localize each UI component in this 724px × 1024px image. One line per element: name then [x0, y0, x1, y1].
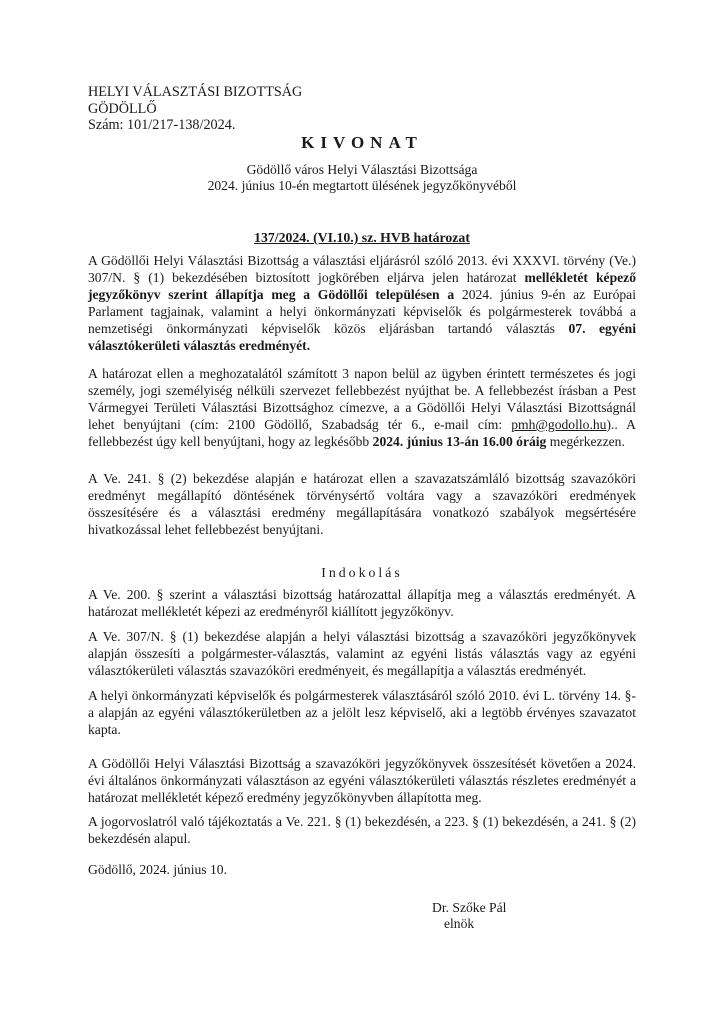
text-segment: ).. A fellebbezést úgy kell benyújtani, hogy az legkésőbb [88, 417, 636, 449]
document-title: KIVONAT [301, 133, 423, 152]
document-header [88, 84, 302, 134]
reference-number: Szám: 101/217-138/2024. [88, 117, 236, 133]
email-link[interactable]: pmh@godollo.hu [511, 417, 607, 432]
signatory-role: elnök [444, 916, 475, 931]
document-subtitle [0, 162, 724, 194]
signatory-name: Dr. Szőke Pál [432, 900, 507, 915]
organization-name: HELYI VÁLASZTÁSI BIZOTTSÁG [88, 84, 303, 100]
appeal-paragraph [88, 365, 636, 450]
reasoning-paragraph-4: A Gödöllői Helyi Választási Bizottság a szavazóköri jegyzőkönyvek összesítését követően a 2024. évi általános önkormányzati választáson az egyéni választókerületi választás részletes eredményét a határozat mellékletét képező eredmény jegyzőkönyvben állapította meg. [88, 756, 636, 805]
reasoning-title: Indokolás [321, 565, 403, 580]
bold-segment: mellékletét képező jegyzőkönyv szerint állapítja meg a Gödöllői településen a [88, 270, 636, 302]
text-segment: A Gödöllői Helyi Választási Bizottság a választási eljárásról szóló 2013. évi XXXVI. törvény (Ve.) 307/N. § (1) bekezdésében biztosított jogkörében eljárva jelen határozat [88, 253, 636, 285]
subtitle-line-2: 2024. június 10-én megtartott ülésének jegyzőkönyvéből [207, 178, 517, 193]
decision-title-text: 137/2024. (VI.10.) sz. HVB határozat [254, 230, 470, 245]
deadline-text: 2024. június 13-án 16.00 óráig [372, 434, 547, 449]
appeal-grounds-paragraph: A Ve. 241. § (2) bekezdése alapján e határozat ellen a szavazatszámláló bizottság szavazóköri eredményt megállapító döntésének törvénysértő voltára vagy a szavazóköri eredmények összesítésére és a választási eredmény megállapítására vonatkozó szabályok megsértésére hivatkozással lehet fellebbezést benyújtani. [88, 471, 636, 537]
text-segment: megérkezzen. [546, 434, 625, 449]
organization-city: GÖDÖLLŐ [88, 100, 157, 117]
reasoning-paragraph-3: A helyi önkormányzati képviselők és polgármesterek választásáról szóló 2010. évi L. törvény 14. §-a alapján az egyéni választókerületben az a jelölt lesz képviselő, aki a legtöbb érvényes szavazatot kapta. [88, 688, 636, 737]
reasoning-paragraph-1: A Ve. 200. § szerint a választási bizottság határozattal állapítja meg a választás eredményét. A határozat mellékletét képezi az eredményről kiállított jegyzőkönyv. [88, 587, 636, 619]
bold-segment: 07. egyéni választókerületi választás eredményét. [88, 321, 637, 353]
place-and-date: Gödöllő, 2024. június 10. [88, 862, 227, 877]
text-segment: 2024. június 9-én az Európai Parlament tagjainak, valamint a helyi önkormányzati képviselők és polgármesterek továbbá a nemzetiségi önkormányzati képviselők közös eljárásban tartandó választás [88, 287, 636, 336]
reasoning-paragraph-5: A jogorvoslatról való tájékoztatás a Ve. 221. § (1) bekezdésén, a 223. § (1) bekezdésén, a 241. § (2) bekezdésén alapul. [88, 814, 636, 846]
signature-block [432, 900, 506, 932]
decision-paragraph-1 [88, 252, 636, 354]
subtitle-line-1: Gödöllő város Helyi Választási Bizottsága [246, 162, 478, 177]
reasoning-paragraph-2: A Ve. 307/N. § (1) bekezdése alapján a helyi választási bizottság a szavazóköri jegyzőkönyvek alapján összesíti a polgármester-választás, valamint az egyéni listás választás vagy az egyéni választókerületi választás szavazóköri eredményeit, és megállapítja a választás eredményét. [88, 629, 636, 678]
text-segment: A határozat ellen a meghozatalától számított 3 napon belül az ügyben érintett természetes és jogi személy, jogi személyiség nélküli szervezet fellebbezést nyújthat be. A fellebbezést írásban a Pest Vármegyei Területi Választási Bizottsághoz címezve, a a Gödöllői Helyi Választási Bizottságnál lehet benyújtani (cím: 2100 Gödöllő, Szabadság tér 6., e-mail cím: [88, 366, 636, 432]
decision-title [0, 230, 724, 246]
